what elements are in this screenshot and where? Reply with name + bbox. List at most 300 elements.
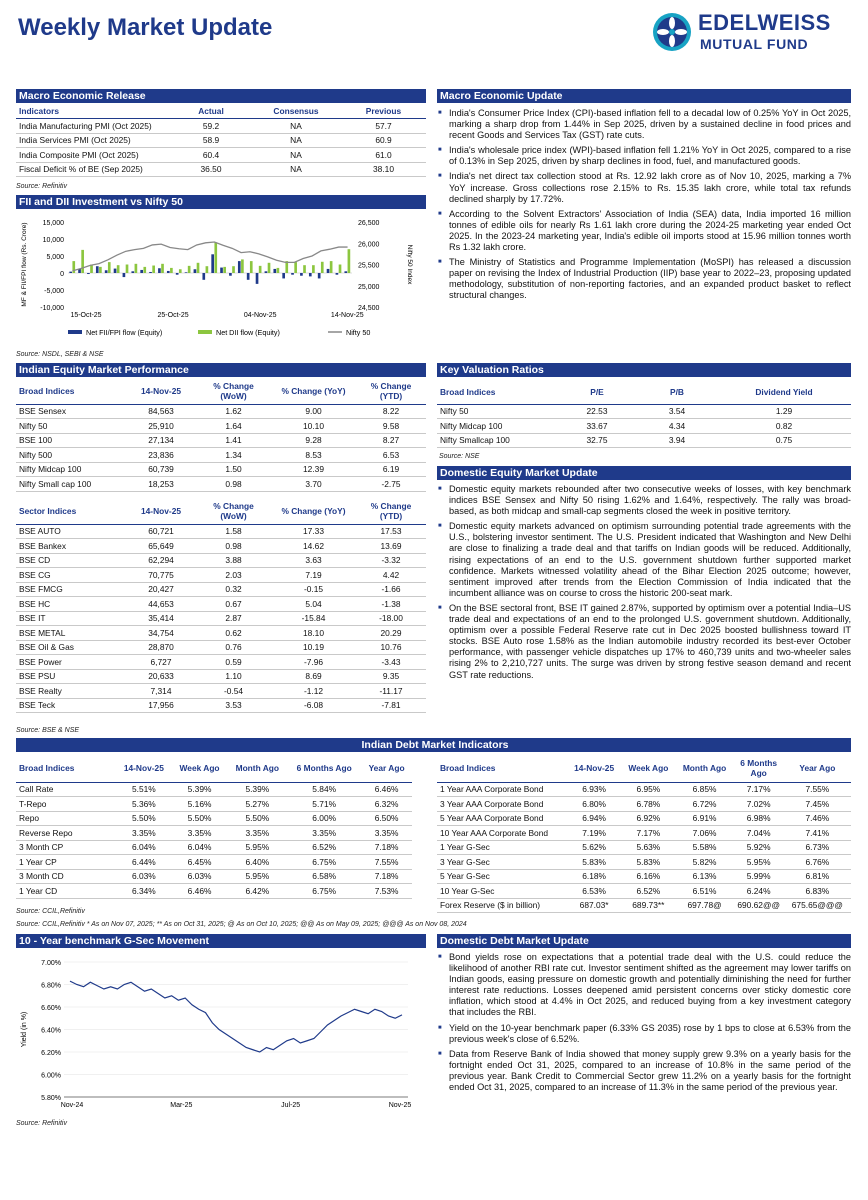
cell-value: 7.06% xyxy=(692,827,717,838)
col-header: % Change (WoW) xyxy=(213,500,254,521)
equity-broad-table xyxy=(16,378,426,492)
fii-bar xyxy=(114,269,117,273)
cell-value: 6.04% xyxy=(131,842,156,853)
cell-value: 59.2 xyxy=(202,120,220,131)
table-row xyxy=(16,869,412,884)
fii-bar xyxy=(131,271,134,273)
bullet-item: ■ On the BSE sectoral front, BSE IT gained 2.87%, supported by optimism over a potential India–US trade deal and expectations of an end to the prolonged U.S. government shutdown. Additionally, optimism over a possible Federal Reserve rate cut in Dec 2025 boosted bullishness toward IT stocks. BSE Auto rose 1.58% as the Indian automobile industry recorded its best-ever October performance, with passenger vehicle dispatches up 17% to 460,739 units and two-wheeler sales rising 2% to 2,210,727 units. The surge was driven by strong festive season demand and recent GST rate reductions. xyxy=(437,603,851,681)
cell-value: 6.24% xyxy=(746,885,771,896)
row-label: Nifty Smallcap 100 xyxy=(440,435,510,446)
row-label: Nifty Small cap 100 xyxy=(19,478,92,489)
macro-release-table xyxy=(16,104,426,177)
fii-bar xyxy=(291,273,294,275)
cell-value: 7.04% xyxy=(746,827,771,838)
cell-value: -0.54 xyxy=(223,685,244,696)
gsec-chart xyxy=(16,952,426,1114)
cell-value: 7.18% xyxy=(374,871,399,882)
cell-value: 5.27% xyxy=(245,798,270,809)
cell-value: -1.66 xyxy=(381,584,401,595)
table-row xyxy=(16,611,426,626)
cell-value: 5.39% xyxy=(187,784,212,795)
cell-value: 6.44% xyxy=(131,856,156,867)
row-label: BSE PSU xyxy=(19,671,56,682)
dii-bar xyxy=(259,266,262,273)
cell-value: 8.22 xyxy=(382,406,400,417)
col-header: 14-Nov-25 xyxy=(140,385,182,396)
row-label: T-Repo xyxy=(19,798,47,809)
bullet-item: ■ Yield on the 10-year benchmark paper (6.33% GS 2035) rose by 1 bps to close at 6.53% from the previous week's close of 6.52%. xyxy=(437,1023,851,1045)
cell-value: 84,563 xyxy=(148,406,174,417)
cell-value: 3.63 xyxy=(305,555,322,566)
cell-value: 27,134 xyxy=(148,435,174,446)
col-header: Week Ago xyxy=(628,762,669,773)
fii-bar xyxy=(211,254,214,273)
dii-bar xyxy=(348,249,351,273)
cell-value: 34,754 xyxy=(148,627,174,638)
y-tick-label: 6.80% xyxy=(41,982,61,990)
y-tick-label: 5,000 xyxy=(46,254,64,261)
col-header: Year Ago xyxy=(799,762,836,773)
cell-value: 7.41% xyxy=(805,827,830,838)
cell-value: 57.7 xyxy=(375,120,392,131)
cell-value: 32.75 xyxy=(586,435,608,446)
cell-value: 6.00% xyxy=(312,813,337,824)
dii-bar xyxy=(161,264,164,273)
cell-value: 60,721 xyxy=(148,526,174,537)
fii-bar xyxy=(300,273,303,276)
debt-right-table xyxy=(437,754,851,913)
cell-value: 5.63% xyxy=(636,842,661,853)
macro-update-heading: Macro Economic Update xyxy=(437,89,851,103)
y-axis-label: Yield (in %) xyxy=(21,1011,28,1048)
row-label: Nifty Midcap 100 xyxy=(440,420,503,431)
cell-value: 5.62% xyxy=(582,842,606,853)
row-label: Nifty 50 xyxy=(19,420,48,431)
bullet-item: ■ India's Consumer Price Index (CPI)-based inflation fell to a decadal low of 0.25% YoY in Oct 2025, marking a sharp drop from 1.44% in Sep 2025, driven by a sustained decline in food prices and recent Goods and Services Tax (GST) rate cuts. xyxy=(437,108,851,141)
col-header: Sector Indices xyxy=(19,505,77,516)
row-label: BSE CD xyxy=(19,555,51,566)
cell-value: 1.62 xyxy=(225,406,242,417)
y2-axis-label: Nifty 50 Index xyxy=(406,244,413,285)
dii-bar xyxy=(312,265,315,273)
row-label: Call Rate xyxy=(19,784,54,795)
bullet-item: ■ Bond yields rose on expectations that a potential trade deal with the U.S. could reduce the likelihood of another RBI rate cut. Investor sentiment shifted as the agreement may lower tariffs on Indian goods, easing pressure on domestic growth and potentially diminishing the need for further interest rate reductions. Losses deepened amid persistent concerns over sticky domestic core inflation, which stood at 4.4% in Oct 2025, and reduced buying from a key investment category that includes the RBI. xyxy=(437,952,851,1019)
cell-value: 6.78% xyxy=(636,798,661,809)
bullet-item: ■ Domestic equity markets advanced on optimism surrounding potential trade agreements with the U.S., bolstering investor sentiment. The U.S. President indicated that Washington and New Delhi are close to finalizing a trade deal and that tariffs on Indian goods will be reduced. Additionally, rising expectations of an end to the U.S. government shutdown further supported market confidence. Markets witnessed volatility ahead of the Bihar Election 2025 outcome; however, sentiment improved after trends from the Election Commission of India indicated that the incumbent alliance was on course to cross the historic 200-seat mark. xyxy=(437,521,851,599)
fii-dii-heading: FII and DII Investment vs Nifty 50 xyxy=(16,195,426,209)
row-label: 10 Year G-Sec xyxy=(440,885,495,896)
cell-value: 0.75 xyxy=(775,435,793,446)
table-row xyxy=(16,669,426,684)
y-tick-label: 15,000 xyxy=(42,220,64,227)
cell-value: 12.39 xyxy=(303,464,324,475)
cell-value: 5.58% xyxy=(692,842,717,853)
dii-bar xyxy=(241,259,244,273)
table-row xyxy=(16,433,426,448)
row-label: 1 Year CD xyxy=(19,885,58,896)
debt-source: Source: CCIL,Refinitiv xyxy=(16,908,85,915)
equity-sector-table xyxy=(16,498,426,713)
table-row xyxy=(437,797,851,812)
cell-value: 6,727 xyxy=(150,656,172,667)
cell-value: 2.03 xyxy=(225,569,242,580)
cell-value: 10.10 xyxy=(303,420,324,431)
x-tick-label: Nov-24 xyxy=(60,1102,84,1109)
cell-value: 62,294 xyxy=(148,555,174,566)
cell-value: 36.50 xyxy=(200,164,222,175)
row-label: BSE Sensex xyxy=(19,406,67,417)
y2-tick-label: 24,500 xyxy=(358,305,380,312)
cell-value: 7.17% xyxy=(636,827,661,838)
cell-value: 5.71% xyxy=(312,798,337,809)
dii-bar xyxy=(223,267,226,273)
cell-value: 1.64 xyxy=(225,420,242,431)
cell-value: 6.83% xyxy=(805,885,830,896)
dii-bar xyxy=(268,263,271,273)
dii-bar xyxy=(206,266,209,273)
cell-value: 25,910 xyxy=(148,420,174,431)
cell-value: 7.46% xyxy=(805,813,830,824)
cell-value: -7.96 xyxy=(303,656,324,667)
y-tick-label: 6.40% xyxy=(41,1027,61,1035)
dii-bar xyxy=(294,262,297,273)
cell-value: 687.03* xyxy=(579,900,609,911)
dii-bar xyxy=(339,265,342,274)
cell-value: -6.08 xyxy=(303,700,324,711)
fii-bar xyxy=(309,273,312,276)
row-label: Nifty Midcap 100 xyxy=(19,464,82,475)
table-row xyxy=(16,855,412,870)
cell-value: 5.04 xyxy=(305,598,322,609)
cell-value: 0.67 xyxy=(225,598,242,609)
cell-value: 65,649 xyxy=(148,540,174,551)
cell-value: 6.85% xyxy=(692,784,717,795)
y2-tick-label: 26,500 xyxy=(358,220,380,227)
cell-value: 3.94 xyxy=(668,435,686,446)
cell-value: 6.93% xyxy=(582,784,606,795)
fii-bar xyxy=(158,268,161,273)
cell-value: 5.84% xyxy=(312,784,337,795)
cell-value: 6.19 xyxy=(382,464,400,475)
cell-value: 28,870 xyxy=(148,642,174,653)
y-tick-label: 6.60% xyxy=(41,1005,61,1012)
col-header: Month Ago xyxy=(682,762,727,773)
cell-value: 5.95% xyxy=(245,842,270,853)
cell-value: 6.80% xyxy=(582,798,606,809)
legend-label: Net DII flow (Equity) xyxy=(216,328,280,337)
x-tick-label: 25-Oct-25 xyxy=(157,312,189,319)
debt-footnote: Source: CCIL,Refinitiv * As on Nov 07, 2025; ** As on Oct 31, 2025; @ As on Oct 10, 2025; @@ As on May 09, 2025; @@@ As on Nov 08, 2024 xyxy=(16,921,467,928)
x-tick-label: Mar-25 xyxy=(170,1102,193,1109)
y-tick-label: 7.00% xyxy=(41,960,61,967)
cell-value: 6.40% xyxy=(245,856,270,867)
x-tick-label: Nov-25 xyxy=(388,1102,412,1109)
col-header: Month Ago xyxy=(235,762,280,773)
legend-swatch xyxy=(198,330,212,334)
cell-value: 5.82% xyxy=(692,856,717,867)
cell-value: 5.95% xyxy=(746,856,771,867)
nifty-line xyxy=(72,242,347,271)
cell-value: 6.75% xyxy=(312,885,337,896)
cell-value: 3.54 xyxy=(668,406,686,417)
cell-value: -2.75 xyxy=(381,478,401,489)
row-label: Reverse Repo xyxy=(19,827,73,838)
cell-value: 60,739 xyxy=(148,464,174,475)
cell-value: 60.4 xyxy=(202,149,220,160)
col-header: Dividend Yield xyxy=(755,386,813,397)
col-header: Actual xyxy=(198,106,224,116)
y2-tick-label: 26,000 xyxy=(358,241,380,249)
cell-value: 14.62 xyxy=(303,540,324,551)
equity-source: Source: BSE & NSE xyxy=(16,727,80,734)
cell-value: 6.03% xyxy=(131,871,156,882)
cell-value: 7.02% xyxy=(746,798,771,809)
col-header: % Change (YTD) xyxy=(370,380,412,401)
row-label: Fiscal Deficit % of BE (Sep 2025) xyxy=(19,164,143,175)
cell-value: 1.29 xyxy=(775,406,793,417)
cell-value: -11.17 xyxy=(379,685,403,696)
cell-value: 7.17% xyxy=(746,784,771,795)
cell-value: -7.81 xyxy=(381,700,401,711)
cell-value: 5.36% xyxy=(131,798,156,809)
dom-debt-heading: Domestic Debt Market Update xyxy=(437,934,851,948)
cell-value: 17.53 xyxy=(380,526,402,537)
fii-bar xyxy=(256,273,259,284)
cell-value: -0.15 xyxy=(303,584,324,595)
table-row xyxy=(16,524,426,539)
cell-value: 6.04% xyxy=(187,842,212,853)
cell-value: 697.78@ xyxy=(687,900,722,911)
table-row xyxy=(16,462,426,477)
cell-value: 7,314 xyxy=(150,685,172,696)
cell-value: 1.10 xyxy=(225,671,242,682)
table-row xyxy=(16,597,426,612)
cell-value: 2.87 xyxy=(225,613,242,624)
fii-bar xyxy=(185,272,188,273)
page-title: Weekly Market Update xyxy=(18,14,273,41)
cell-value: 0.98 xyxy=(225,478,242,489)
cell-value: 5.95% xyxy=(245,871,270,882)
dii-bar xyxy=(188,266,191,273)
row-label: 1 Year G-Sec xyxy=(440,842,490,853)
dii-bar xyxy=(330,261,333,273)
fii-bar xyxy=(176,273,179,275)
cell-value: 6.46% xyxy=(374,784,399,795)
cell-value: 70,775 xyxy=(148,569,174,580)
col-header: Year Ago xyxy=(368,762,405,773)
row-label: 3 Year AAA Corporate Bond xyxy=(440,798,544,809)
bullet-item: ■ Data from Reserve Bank of India showed that money supply grew 9.3% on a yearly basis for the fortnight ended Oct 31, 2025, compared to an increase of 10.8% in the same period of the previous year. Bank Credit to Commercial Sector grew 11.2% on a yearly basis for the fortnight ended Oct 31, 2025, compared to an increase of 11.3% in the same period of the previous year. xyxy=(437,1049,851,1093)
dii-bar xyxy=(303,265,306,273)
cell-value: 6.42% xyxy=(245,885,270,896)
col-header: % Change (YTD) xyxy=(370,500,412,521)
row-label: 3 Month CP xyxy=(19,842,64,853)
row-label: Repo xyxy=(19,813,40,824)
cell-value: 7.18% xyxy=(374,842,399,853)
cell-value: -3.43 xyxy=(381,656,401,667)
cell-value: 10.19 xyxy=(303,642,324,653)
col-header: Broad Indices xyxy=(440,762,496,773)
cell-value: 5.83% xyxy=(582,856,606,867)
dii-bar xyxy=(170,268,173,273)
col-header: 14-Nov-25 xyxy=(140,505,182,516)
dii-bar xyxy=(99,267,102,273)
cell-value: 6.34% xyxy=(131,885,156,896)
valuation-heading: Key Valuation Ratios xyxy=(437,363,851,377)
table-row xyxy=(437,855,851,870)
table-row xyxy=(16,477,426,492)
cell-value: 44,653 xyxy=(148,598,174,609)
cell-value: 5.51% xyxy=(131,784,156,795)
fii-bar xyxy=(69,272,72,273)
col-header: 6 Months Ago xyxy=(296,762,352,773)
dom-equity-bullets xyxy=(437,484,851,685)
fii-bar xyxy=(327,269,330,273)
col-header: Previous xyxy=(365,106,402,116)
y-axis-label: MF & FII/FPI flow (Rs. Crore) xyxy=(21,222,28,307)
cell-value: 5.39% xyxy=(245,784,270,795)
bullet-item: ■ According to the Solvent Extractors' Association of India (SEA) data, India imported 16 million tonnes of edible oils for nearly Rs 1.61 lakh crore during the 2024-25 marketing year ended Oct 2025. In the 2023-24 marketing year, India's edible oil imports stood at 15.96 million tonnes worth Rs 1.32 lakh crore. xyxy=(437,209,851,253)
table-row xyxy=(437,419,851,434)
macro-release-source: Source: Refinitiv xyxy=(16,183,67,190)
cell-value: 6.58% xyxy=(312,871,337,882)
row-label: 1 Year AAA Corporate Bond xyxy=(440,784,544,795)
cell-value: 5.99% xyxy=(746,871,771,882)
table-row xyxy=(437,811,851,826)
cell-value: 6.95% xyxy=(636,784,661,795)
edelweiss-logo xyxy=(652,8,850,60)
fii-bar xyxy=(238,261,241,273)
valuation-source: Source: NSE xyxy=(439,453,480,460)
cell-value: 13.69 xyxy=(380,540,402,551)
col-header: Week Ago xyxy=(179,762,220,773)
cell-value: -18.00 xyxy=(379,613,403,624)
cell-value: 7.19 xyxy=(305,569,322,580)
cell-value: 6.91% xyxy=(692,813,717,824)
col-header: 14-Nov-25 xyxy=(574,762,615,773)
cell-value: 38.10 xyxy=(373,164,394,175)
table-row xyxy=(16,539,426,554)
y2-tick-label: 25,000 xyxy=(358,283,380,291)
fii-bar xyxy=(229,273,232,276)
dii-bar xyxy=(321,262,324,273)
row-label: 3 Year G-Sec xyxy=(440,856,490,867)
bullet-item: ■ Domestic equity markets rebounded after two consecutive weeks of losses, with key benchmark indices BSE Sensex and Nifty 50 rising 1.62% and 1.64%, respectively. The rally was broad-based, as both midcap and small-cap segments closed the week in positive territory. xyxy=(437,484,851,517)
table-row xyxy=(437,782,851,797)
row-label: 5 Year AAA Corporate Bond xyxy=(440,813,544,824)
row-label: BSE CG xyxy=(19,569,51,580)
cell-value: 6.51% xyxy=(692,885,717,896)
cell-value: 6.75% xyxy=(312,856,337,867)
fii-bar xyxy=(194,269,197,273)
row-label: India Manufacturing PMI (Oct 2025) xyxy=(19,120,152,131)
dii-bar xyxy=(232,266,235,273)
cell-value: 6.13% xyxy=(692,871,717,882)
cell-value: 6.32% xyxy=(374,798,399,809)
cell-value: 33.67 xyxy=(586,420,608,431)
cell-value: 17.33 xyxy=(303,526,324,537)
cell-value: 3.53 xyxy=(225,700,242,711)
cell-value: 6.18% xyxy=(582,871,606,882)
row-label: India Services PMI (Oct 2025) xyxy=(19,135,131,146)
x-tick-label: Jul-25 xyxy=(281,1102,301,1109)
cell-value: 6.76% xyxy=(805,856,830,867)
col-header: % Change (YoY) xyxy=(281,505,346,516)
x-tick-label: 04-Nov-25 xyxy=(243,312,277,319)
cell-value: 1.50 xyxy=(225,464,242,475)
cell-value: 6.94% xyxy=(582,813,606,824)
table-row xyxy=(437,898,851,913)
gsec-line xyxy=(70,981,402,1052)
y-tick-label: -5,000 xyxy=(44,288,64,295)
cell-value: 20.29 xyxy=(380,627,402,638)
cell-value: 3.70 xyxy=(305,478,322,489)
dii-bar xyxy=(126,265,129,274)
cell-value: 9.58 xyxy=(382,420,400,431)
cell-value: 0.62 xyxy=(225,627,242,638)
fii-bar xyxy=(96,266,99,273)
cell-value: 6.81% xyxy=(805,871,830,882)
fii-bar xyxy=(273,269,276,273)
col-header: % Change (YoY) xyxy=(281,385,346,396)
col-header: Broad Indices xyxy=(19,385,75,396)
cell-value: 6.46% xyxy=(187,885,212,896)
x-tick-label: 15-Oct-25 xyxy=(70,312,102,319)
col-header: Indicators xyxy=(19,106,60,116)
cell-value: 1.34 xyxy=(225,449,242,460)
cell-value: 58.9 xyxy=(202,135,220,146)
row-label: BSE 100 xyxy=(19,435,53,446)
cell-value: -1.12 xyxy=(303,685,324,696)
cell-value: 7.19% xyxy=(582,827,606,838)
cell-value: 6.03% xyxy=(187,871,212,882)
cell-value: 20,633 xyxy=(148,671,174,682)
table-row xyxy=(16,826,412,841)
cell-value: 6.98% xyxy=(746,813,771,824)
table-row xyxy=(16,119,426,134)
cell-value: 5.50% xyxy=(245,813,270,824)
cell-value: 23,836 xyxy=(148,449,174,460)
table-row xyxy=(16,811,412,826)
cell-value: 6.92% xyxy=(636,813,661,824)
table-row xyxy=(16,655,426,670)
y-tick-label: 5.80% xyxy=(41,1095,61,1102)
y-tick-label: 6.20% xyxy=(41,1050,61,1057)
table-row xyxy=(16,133,426,148)
legend-label: Nifty 50 xyxy=(346,328,371,337)
fii-bar xyxy=(123,273,126,277)
row-label: BSE Bankex xyxy=(19,540,67,551)
table-row xyxy=(16,797,412,812)
cell-value: 5.83% xyxy=(636,856,661,867)
equity-perf-heading: Indian Equity Market Performance xyxy=(16,363,426,377)
cell-value: 7.45% xyxy=(805,798,830,809)
legend-label: Net FII/FPI flow (Equity) xyxy=(86,328,163,337)
dii-bar xyxy=(214,242,217,273)
fii-bar xyxy=(140,270,143,273)
dii-bar xyxy=(152,266,155,273)
table-row xyxy=(16,640,426,655)
fii-dii-source: Source: NSDL, SEBI & NSE xyxy=(16,351,104,358)
table-row xyxy=(437,884,851,899)
cell-value: 60.9 xyxy=(375,135,392,146)
cell-value: 22.53 xyxy=(586,406,608,417)
table-row xyxy=(16,582,426,597)
cell-value: 3.35% xyxy=(245,827,270,838)
cell-value: 689.73** xyxy=(632,900,665,911)
fii-bar xyxy=(202,273,205,280)
cell-value: 3.35% xyxy=(374,827,399,838)
